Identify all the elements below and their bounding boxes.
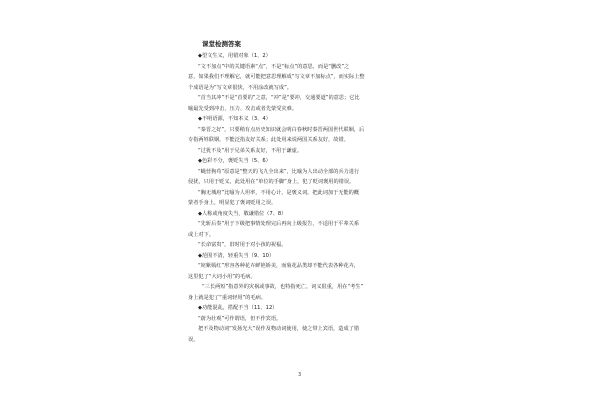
text-line: “三长两短”指意外的灾祸或事故，也特指死亡，词义很重，用在“考生” (202, 284, 364, 290)
text-line: “过犹不及”用于兄弟关系友好，不用于谦虚。 (198, 147, 302, 154)
text-line: ◆功能混乱，搭配不当（11、12） (198, 305, 278, 311)
page-number: 3 (298, 372, 302, 378)
document-page (188, 40, 416, 385)
text-line: ◆范围不清，轻重失当（9、10） (198, 252, 275, 259)
text-line: “首当其冲”不是“首要的”之意，“冲”是“要冲，交通要道”的意思；它比 (198, 95, 360, 101)
text-line: “姹紫嫣红”形容各种花卉鲜艳娇美，而菊花品类却不能代表各种花卉， (198, 263, 360, 269)
text-line: 个成语是为“写文章很快，不用涂改就写成”。 (188, 84, 292, 91)
text-line: 蒙者手身上，明显犯了褒词贬用之误。 (188, 200, 277, 206)
text-line: “蔚为壮观”可作谓语，但不作宾语。 (198, 315, 282, 322)
text-line: 专指两姓联姻，不能泛指友好关系；此处用来说两国关系友好，故错。 (188, 137, 349, 143)
text-line: ◆人称或角度失当，敬谦错位（7、8） (198, 210, 287, 217)
text-line: “胸无城府”比喻为人坦率，不用心计，是褒义词。把此词加于无能的概 (198, 189, 360, 196)
text-line: 身上就是犯了“重词轻用”的毛病。 (188, 294, 267, 301)
text-line: 意，如果我们不理解它，就可能把意思理解成“写文章不加标点”，而实际上整 (188, 74, 365, 80)
text-line: “秦晋之好”，只要稍有点历史知识就会明白春秋时秦晋两国世代联姻，后 (198, 126, 365, 133)
text-line: “蝇营狗苟”原意是“整天的飞九全出来”，比喻为人出动全部的兵力进行 (198, 168, 360, 175)
text-line: ◆不明语源，不知本义（3、4） (198, 116, 271, 122)
text-line: 侵扰，只用于贬义，此处用在“单位的手脚”身上，犯了贬词褒用的错误。 (188, 179, 355, 185)
text-line: 喻最先受到冲击，压力、攻击或者先蒙受灾难。 (188, 105, 297, 112)
text-line: 把不及物动词“发扬光大”误作及物动词使用，使之带上宾语，造成了错 (198, 326, 360, 332)
text-line: “长命富贵”，旧时用于对小孩的祝福。 (198, 242, 287, 248)
text-line: “文不加点”中的关键语素“点”，不是“标点”的意思，而是“删改”之 (198, 63, 350, 70)
page-title: 课堂检测答案 (202, 40, 241, 48)
text-line: “先斩后奏”用于下级把事情处理完后再向上级报告，不适用于平辈关系 (198, 221, 360, 227)
text-line: 或上对下。 (188, 231, 214, 238)
answer-body (188, 51, 416, 345)
text-line: 误。 (188, 336, 199, 343)
text-line: ◆色彩不分，褒贬失当（5、6） (198, 158, 271, 164)
text-line: ◆望文生义，用错对象（1、2） (198, 53, 271, 59)
text-line: 这里犯了“大词小用”的毛病。 (188, 273, 256, 280)
